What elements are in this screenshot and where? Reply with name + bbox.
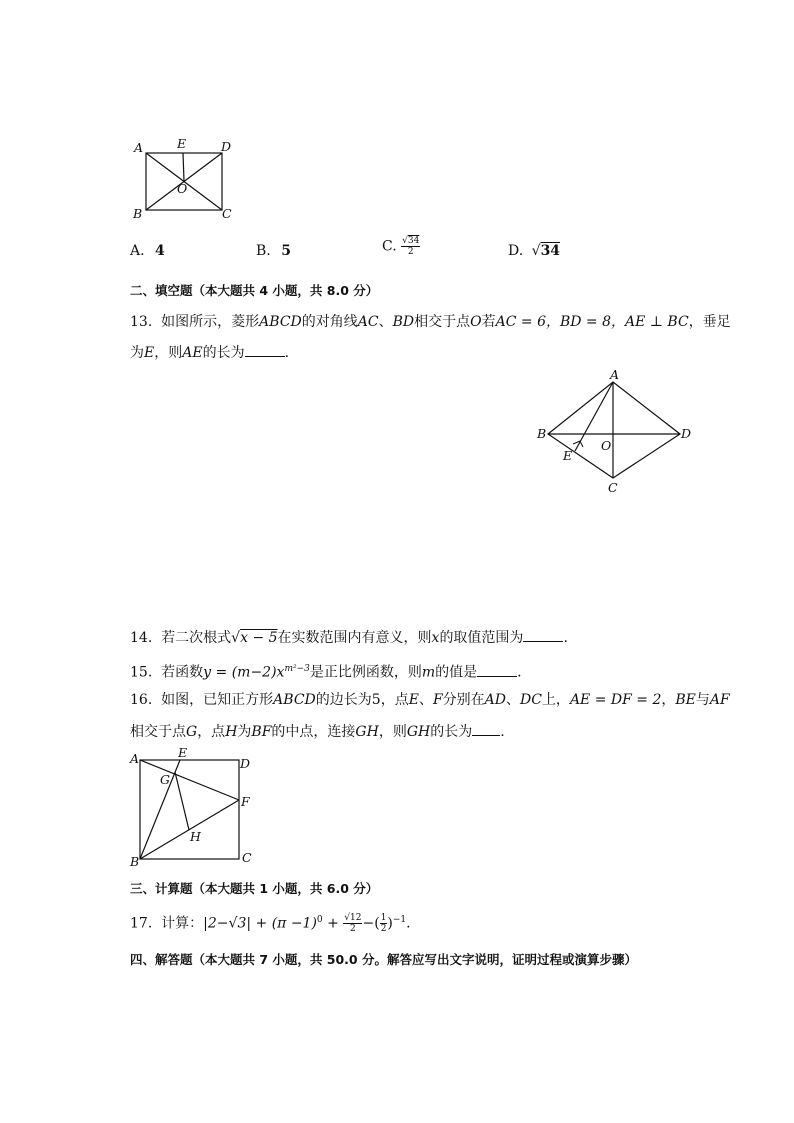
label-b: B xyxy=(537,426,547,441)
q17-minus-paren: −( xyxy=(362,915,380,932)
q13-text: 为 xyxy=(130,345,144,361)
q17-plus: + xyxy=(327,915,339,932)
option-a-label: A. xyxy=(130,243,145,259)
q15-expression: y = (m−2)x xyxy=(203,664,285,681)
q13-text: 、 xyxy=(378,314,393,330)
q13-ae: AE xyxy=(182,345,203,361)
q14-period: . xyxy=(563,630,568,646)
q16-text: 相交于点 xyxy=(130,724,186,740)
q16-be: BE xyxy=(675,692,696,708)
question-13-line-1 xyxy=(130,312,731,332)
q13-period: . xyxy=(284,345,290,361)
label-b: B xyxy=(133,206,143,221)
q17-exponent-neg1: −1 xyxy=(392,915,407,925)
label-o: O xyxy=(601,438,612,453)
q16-text: 的长为 xyxy=(430,724,473,740)
q15-text: 是正比例函数，则 xyxy=(309,664,422,681)
question-13-number: 13. xyxy=(130,314,153,330)
q16-text: ， xyxy=(661,692,676,708)
answer-blank-13[interactable] xyxy=(245,342,285,357)
q17-term-1: |2−√3| + (π −1) xyxy=(203,915,317,932)
q16-h: H xyxy=(225,724,238,740)
question-17-number: 17. xyxy=(130,915,153,932)
label-o: O xyxy=(177,181,188,196)
q17-exponent-0: 0 xyxy=(316,915,323,925)
label-h: H xyxy=(190,829,201,844)
question-15-number: 15. xyxy=(130,664,153,681)
question-14-number: 14. xyxy=(130,630,153,646)
q15-exponent: m²−3 xyxy=(284,664,310,674)
figure-rectangle-abcd xyxy=(130,135,240,225)
label-b: B xyxy=(130,854,140,869)
q14-radicand: x − 5 xyxy=(240,630,278,646)
q14-text: 的取值范围为 xyxy=(439,630,524,646)
option-c-denominator: 2 xyxy=(407,247,414,257)
label-a: A xyxy=(130,751,140,766)
option-a-value: 4 xyxy=(155,243,165,259)
q13-text: 相交于点 xyxy=(414,314,471,330)
q16-g: G xyxy=(186,724,198,740)
q16-text: 、 xyxy=(418,692,433,708)
q16-period: . xyxy=(500,724,505,740)
label-f: F xyxy=(241,794,250,809)
option-b-label: B. xyxy=(256,243,271,259)
q15-text: 若函数 xyxy=(161,664,204,681)
option-d[interactable]: D. √34 xyxy=(508,243,561,259)
q13-condition: AC = 6，BD = 8，AE ⊥ BC xyxy=(495,314,689,330)
q14-x: x xyxy=(431,630,440,646)
q13-abcd: ABCD xyxy=(259,314,302,330)
q13-ac: AC xyxy=(357,314,379,330)
q13-text: 的对角线 xyxy=(301,314,358,330)
option-c-label: C. xyxy=(382,238,397,255)
label-e: E xyxy=(178,746,188,760)
figure-square-abcd xyxy=(126,746,266,871)
question-15 xyxy=(130,659,522,683)
question-14: 14. 若二次根式√x − 5在实数范围内有意义，则x的取值范围为 . xyxy=(130,627,568,648)
question-13-line-2 xyxy=(130,342,289,363)
q14-text: 若二次根式 xyxy=(161,630,232,646)
label-c: C xyxy=(242,850,252,865)
q13-text: ，则 xyxy=(154,345,183,361)
option-b-value: 5 xyxy=(281,243,291,259)
label-e: E xyxy=(177,136,187,151)
q15-m: m xyxy=(421,664,436,681)
q13-text: 如图所示，菱形 xyxy=(161,314,260,330)
q17-half-denominator: 2 xyxy=(380,924,387,935)
question-16-number: 16. xyxy=(130,692,153,708)
option-c-fraction: $\frac{√34}{2}$ xyxy=(402,236,420,257)
q16-bf: BF xyxy=(251,724,272,740)
q16-f: F xyxy=(432,692,443,708)
q16-e: E xyxy=(408,692,419,708)
label-d: D xyxy=(681,426,692,441)
label-d: D xyxy=(221,139,232,154)
label-c: C xyxy=(222,206,232,221)
q13-text: 若 xyxy=(481,314,496,330)
q16-abcd: ABCD xyxy=(273,692,316,708)
q13-text: 的长为 xyxy=(202,345,245,361)
q16-text: 的中点，连接 xyxy=(271,724,356,740)
figure-rhombus-abcd xyxy=(530,368,700,498)
q17-half-numerator: 1 xyxy=(380,913,387,924)
q15-period: . xyxy=(517,664,522,681)
option-c[interactable] xyxy=(382,236,420,257)
q16-text: ，则 xyxy=(378,724,407,740)
answer-blank-15[interactable] xyxy=(477,662,517,677)
label-d: D xyxy=(240,756,251,771)
q16-text: 、 xyxy=(506,692,520,708)
q16-text: 如图，已知正方形 xyxy=(161,692,274,708)
question-16-line-1 xyxy=(130,690,730,710)
q16-text: 分别在 xyxy=(442,692,485,708)
label-e: E xyxy=(563,448,573,463)
q16-text: 上， xyxy=(541,692,570,708)
q16-dc: DC xyxy=(520,692,542,708)
q17-close-paren: ) xyxy=(387,915,393,932)
label-c: C xyxy=(608,480,618,495)
option-c-numerator: 34 xyxy=(407,236,420,246)
question-16-line-2 xyxy=(130,721,505,742)
option-a[interactable] xyxy=(130,243,165,259)
q16-gh: GH xyxy=(406,724,431,740)
label-a: A xyxy=(134,140,144,155)
q15-text: 的值是 xyxy=(435,664,478,681)
section-title-fill-in: 二、填空题（本大题共 4 小题，共 8.0 分） xyxy=(130,283,379,298)
q17-text: 计算： xyxy=(161,915,204,932)
answer-blank-14[interactable] xyxy=(523,627,563,642)
q16-condition: AE = DF = 2 xyxy=(569,692,662,708)
q13-text: ，垂足 xyxy=(688,314,731,330)
q16-ad: AD xyxy=(484,692,506,708)
q13-e: E xyxy=(144,345,155,361)
q17-fraction-numerator: √12 xyxy=(344,913,362,924)
q16-text: 为 xyxy=(237,724,252,740)
q16-af: AF xyxy=(709,692,730,708)
q17-period: . xyxy=(406,915,411,932)
option-b[interactable] xyxy=(256,243,291,259)
option-d-value: 34 xyxy=(540,243,561,259)
q16-text: 与 xyxy=(695,692,710,708)
q17-fraction xyxy=(343,913,362,934)
label-a: A xyxy=(610,368,620,382)
option-d-label: D. xyxy=(508,243,524,259)
label-g: G xyxy=(160,772,170,787)
question-17 xyxy=(130,910,411,934)
q13-o: O xyxy=(470,314,482,330)
section-title-calculation: 三、计算题（本大题共 1 小题，共 6.0 分） xyxy=(130,881,379,896)
section-title-answer: 四、解答题（本大题共 7 小题，共 50.0 分。解答应写出文字说明，证明过程或演算步骤） xyxy=(130,952,637,967)
q13-bd: BD xyxy=(392,314,415,330)
answer-blank-16[interactable] xyxy=(472,721,500,736)
q17-fraction-denominator: 2 xyxy=(350,924,356,935)
q14-text: 在实数范围内有意义，则 xyxy=(277,630,432,646)
q16-text: ，点 xyxy=(197,724,226,740)
q16-gh: GH xyxy=(355,724,379,740)
q16-text: 的边长为5，点 xyxy=(315,692,409,708)
